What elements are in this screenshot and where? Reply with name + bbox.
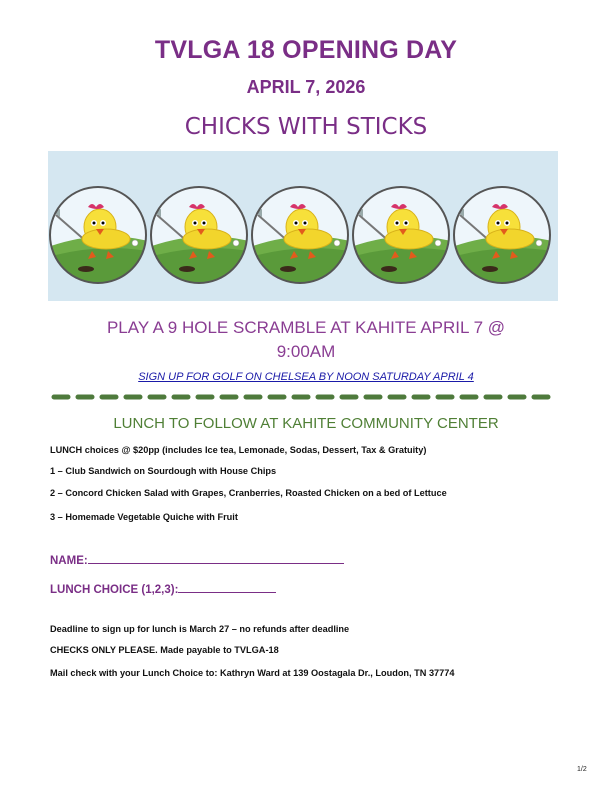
name-label: NAME: bbox=[50, 555, 88, 567]
event-subtitle: CHICKS WITH STICKS bbox=[184, 114, 428, 140]
lunch-option-3: 3 – Homemade Vegetable Quiche with Fruit bbox=[50, 512, 238, 522]
deadline-note: Deadline to sign up for lunch is March 27 – no refunds after deadline bbox=[50, 624, 350, 634]
lunch-heading: LUNCH TO FOLLOW AT KAHITE COMMUNITY CENTER bbox=[113, 415, 499, 432]
lunch-choice-label: LUNCH CHOICE (1,2,3): bbox=[50, 584, 179, 596]
dashed-divider bbox=[50, 393, 562, 401]
page-number: 1/2 bbox=[577, 766, 587, 773]
page-title: TVLGA 18 OPENING DAY bbox=[154, 36, 458, 64]
golfing-chick-icon bbox=[351, 185, 451, 285]
signup-link[interactable]: SIGN UP FOR GOLF ON CHELSEA BY NOON SATURDAY APRIL 4 bbox=[138, 371, 474, 383]
event-date: APRIL 7, 2026 bbox=[246, 77, 366, 97]
lunch-choices-intro: LUNCH choices @ $20pp (includes Ice tea, Lemonade, Sodas, Dessert, Tax & Gratuity) bbox=[50, 445, 427, 455]
golfing-chick-icon bbox=[149, 185, 249, 285]
payment-note: CHECKS ONLY PLEASE. Made payable to TVLGA-18 bbox=[50, 645, 279, 655]
lunch-option-1: 1 – Club Sandwich on Sourdough with House Chips bbox=[50, 466, 277, 476]
mailing-note: Mail check with your Lunch Choice to: Kathryn Ward at 139 Oostagala Dr., Loudon, TN 37774 bbox=[50, 668, 455, 678]
signup-link-line bbox=[0, 371, 612, 383]
golfing-chick-icon bbox=[48, 185, 148, 285]
name-blank-line[interactable] bbox=[88, 553, 344, 564]
golf-chicks-banner bbox=[48, 151, 558, 301]
scramble-announcement: PLAY A 9 HOLE SCRAMBLE AT KAHITE APRIL 7 @ 9:00AM bbox=[106, 318, 506, 361]
golfing-chick-icon bbox=[452, 185, 552, 285]
golfing-chick-icon bbox=[250, 185, 350, 285]
lunch-choice-field[interactable] bbox=[50, 582, 276, 596]
lunch-option-2: 2 – Concord Chicken Salad with Grapes, Cranberries, Roasted Chicken on a bed of Lettuce bbox=[50, 488, 447, 498]
lunch-choice-blank-line[interactable] bbox=[178, 582, 276, 593]
name-field[interactable] bbox=[50, 553, 344, 567]
